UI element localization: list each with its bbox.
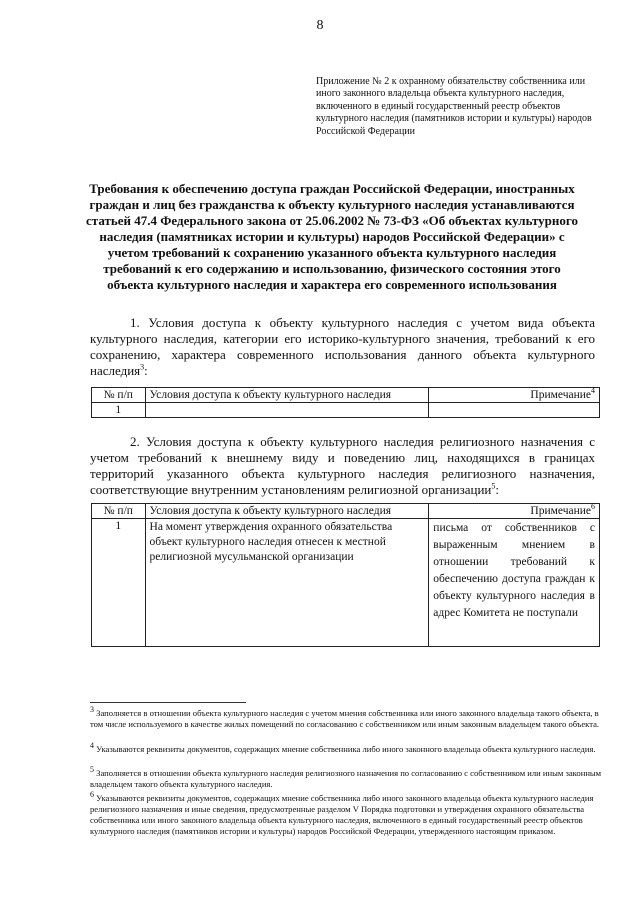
footnote-divider [90,702,246,703]
footnote-ref-5[interactable]: 5 [491,481,496,491]
footnote-ref-4[interactable]: 4 [591,386,595,396]
row-num: 1 [92,519,146,647]
section-1-paragraph [90,315,595,379]
header-note [429,504,600,519]
footnote-mark: 6 [90,790,94,800]
page-number: 8 [316,18,324,33]
footnote-mark: 4 [90,741,94,751]
header-note-label: Примечание [530,505,591,517]
footnote-6 [90,790,602,837]
table-row [92,403,600,418]
row-num: 1 [92,403,146,418]
footnote-text: Указываются реквизиты документов, содержащих мнение собственника либо иного законного владельца объекта культурного наследия. [96,744,596,754]
section-2-text: 2. Условия доступа к объекту культурного наследия религиозного назначения с учетом требований к внешнему виду и поведению лиц, находящихся в границах территорий указанного объекта культурного наследия религиозного назначения, соответствующие внутренним установлениям религиозной организации [90,434,595,497]
header-num: № п/п [92,504,146,519]
row-conditions [145,403,429,418]
header-num: № п/п [92,388,146,403]
footnote-text: Заполняется в отношении объекта культурного наследия с учетом мнения собственника или иного законного владельца такого объекта, в том числе используемого в качестве жилых помещений по согласованию с собственником или иным законным владельцем такого объекта. [90,708,600,729]
footnote-text: Заполняется в отношении объекта культурного наследия религиозного назначения по согласованию с собственником или иным законным владельцем такого объекта культурного наследия. [90,768,602,789]
row-note-text: письма от собственников с выраженным мнением в отношении требований к обеспечению доступа граждан к объекту культурного наследия в адрес Комитета не поступали [433,522,595,619]
footnote-4 [90,741,602,755]
footnote-mark: 3 [90,705,94,715]
annex-header: Приложение № 2 к охранному обязательству собственника или иного законного владельца объекта культурного наследия, включенного в единый государственный реестр объектов культурного наследия (памятников истории и культуры) народов Российской Федерации [316,76,592,137]
footnote-ref-3[interactable]: 3 [140,362,145,372]
row-note [429,403,600,418]
row-note [429,519,600,647]
table-header-row [92,504,600,519]
section-1-text: 1. Условия доступа к объекту культурного наследия с учетом вида объекта культурного наследия, категории его историко-культурного значения, требований к его сохранению, характера современного использования данного объекта культурного наследия [90,315,595,378]
document-title: Требования к обеспечению доступа граждан Российской Федерации, иностранных граждан и лиц без гражданства к объекту культурного наследия устанавливаются статьей 47.4 Федерального закона от 25.06.2002 № 73-ФЗ «Об объектах культурного наследия (памятниках истории и культуры) народов Российской Федерации» с учетом требований к сохранению указанного объекта культурного наследия требований к его содержанию и использованию, физического состояния этого объекта культурного наследия и характера его современного использования [86,181,578,292]
header-note [429,388,600,403]
section-1-suffix: : [144,363,148,378]
header-conditions: Условия доступа к объекту культурного наследия [145,504,429,519]
header-note-label: Примечание [530,389,591,401]
footnote-3 [90,705,602,730]
footnote-ref-6[interactable]: 6 [591,502,595,512]
footnote-mark: 5 [90,765,94,775]
access-conditions-table-2 [91,503,600,647]
header-conditions: Условия доступа к объекту культурного наследия [145,388,429,403]
footnote-text: Указываются реквизиты документов, содержащих мнение собственника либо иного законного владельца объекта культурного наследия религиозного назначения и иные сведения, предусмотренные разделом V Порядка подготовки и утверждения охранного обязательства собственника или иного законного владельца объекта культурного наследия, включенного в единый государственный реестр объектов культурного наследия (памятников истории и культуры) народов Российской Федерации, утвержденного настоящим приказом. [90,793,594,836]
table-row [92,519,600,647]
section-2-paragraph [90,434,595,498]
table-header-row [92,388,600,403]
row-conditions: На момент утверждения охранного обязательства объект культурного наследия отнесен к местной религиозной мусульманской организации [145,519,429,647]
access-conditions-table-1 [91,387,600,418]
section-2-suffix: : [495,482,499,497]
footnote-5 [90,765,602,790]
